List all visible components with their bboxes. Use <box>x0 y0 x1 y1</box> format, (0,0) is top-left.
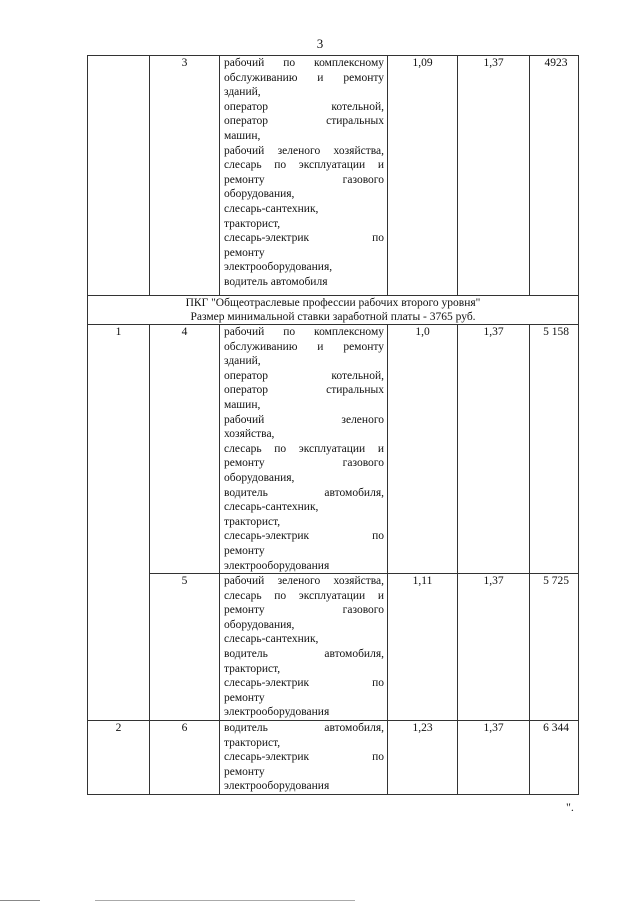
salary-cell: 5 725 <box>530 574 579 721</box>
coefficient-cell: 1,37 <box>458 574 530 721</box>
group-header-cell <box>88 296 579 325</box>
occupation-line: водитель автомобиля <box>224 275 328 288</box>
coefficient-cell: 1,0 <box>388 325 458 574</box>
occupation-line: оператор стиральных <box>224 384 384 397</box>
occupation-line: машин, <box>224 129 261 142</box>
occupation-line: слесарь-электрик по <box>224 751 384 764</box>
occupation-line: тракторист, <box>224 662 281 675</box>
occupations-cell <box>220 325 388 574</box>
occupation-line: обслуживанию и ремонту <box>224 71 384 84</box>
salary-cell: 6 344 <box>530 721 579 795</box>
occupation-line: электрооборудования, <box>224 261 333 274</box>
occupation-line: рабочий по комплексному <box>224 57 384 69</box>
occupation-line: слесарь по эксплуатации и <box>224 589 384 602</box>
occupation-line: машин, <box>224 398 261 411</box>
group-title: ПКГ "Общеотраслевые профессии рабочих второго уровня" <box>185 297 481 309</box>
occupation-line: слесарь-электрик по <box>224 530 384 543</box>
occupation-line: тракторист, <box>224 217 281 230</box>
table-row <box>88 56 579 296</box>
occupation-line: ремонту газового <box>224 173 384 186</box>
coefficient-cell: 1,37 <box>458 325 530 574</box>
closing-quote-mark: ". <box>566 800 574 814</box>
occupation-line: слесарь по эксплуатации и <box>224 442 384 455</box>
coefficient-cell: 1,09 <box>388 56 458 296</box>
table-row <box>88 721 579 795</box>
occupation-line: слесарь-электрик по <box>224 677 384 690</box>
qualification-level-cell: 2 <box>88 721 150 795</box>
occupation-line: водитель автомобиля, <box>224 486 384 499</box>
occupation-line: водитель автомобиля, <box>224 722 384 735</box>
occupation-line: водитель автомобиля, <box>224 648 384 661</box>
occupation-line: рабочий зеленого хозяйства, <box>224 144 384 157</box>
qualification-grade-cell: 3 <box>150 56 220 296</box>
occupation-line: зданий, <box>224 86 261 99</box>
occupation-line: рабочий зеленого хозяйства, <box>224 575 384 588</box>
occupation-line: ремонту <box>224 246 265 259</box>
coefficient-cell: 1,23 <box>388 721 458 795</box>
occupation-line: электрооборудования <box>224 706 330 719</box>
occupation-line: ремонту газового <box>224 457 384 470</box>
occupation-line: оператор стиральных <box>224 115 384 128</box>
occupation-line: ремонту <box>224 691 265 704</box>
coefficient-cell: 1,37 <box>458 721 530 795</box>
occupation-line: оборудования, <box>224 618 295 631</box>
page-number: 3 <box>316 36 324 51</box>
occupation-line: слесарь-сантехник, <box>224 202 319 215</box>
occupation-line: электрооборудования <box>224 780 330 793</box>
occupation-line: оператор котельной, <box>224 100 384 113</box>
qualification-grade-cell: 4 <box>150 325 220 574</box>
qualification-level-cell: 1 <box>88 325 150 721</box>
occupations-cell <box>220 56 388 296</box>
occupation-line: слесарь-сантехник, <box>224 633 319 646</box>
qualification-level-cell <box>88 56 150 296</box>
occupation-line: оборудования, <box>224 188 295 201</box>
occupation-line: слесарь-электрик по <box>224 232 384 245</box>
coefficient-cell: 1,11 <box>388 574 458 721</box>
salary-table <box>87 55 579 795</box>
occupation-line: тракторист, <box>224 515 281 528</box>
scan-artifact <box>95 900 355 901</box>
qualification-grade-cell: 6 <box>150 721 220 795</box>
occupation-line: ремонту <box>224 765 265 778</box>
occupation-line: слесарь по эксплуатации и <box>224 159 384 172</box>
occupation-line: обслуживанию и ремонту <box>224 340 384 353</box>
occupation-line: ремонту <box>224 544 265 557</box>
group-subtitle: Размер минимальной ставки заработной платы - 3765 руб. <box>190 311 476 323</box>
occupation-line: рабочий зеленого <box>224 413 384 426</box>
scan-artifact <box>0 900 40 901</box>
qualification-grade-cell: 5 <box>150 574 220 721</box>
table-row <box>88 325 579 574</box>
occupation-line: зданий, <box>224 355 261 368</box>
occupation-line: тракторист, <box>224 736 281 749</box>
occupations-cell <box>220 721 388 795</box>
occupation-line: оборудования, <box>224 471 295 484</box>
group-header-row <box>88 296 579 325</box>
salary-cell: 4923 <box>530 56 579 296</box>
occupation-line: хозяйства, <box>224 428 275 441</box>
salary-cell: 5 158 <box>530 325 579 574</box>
occupation-line: слесарь-сантехник, <box>224 501 319 514</box>
occupations-cell <box>220 574 388 721</box>
table-row <box>88 574 579 721</box>
occupation-line: рабочий по комплексному <box>224 326 384 338</box>
coefficient-cell: 1,37 <box>458 56 530 296</box>
occupation-line: оператор котельной, <box>224 369 384 382</box>
occupation-line: ремонту газового <box>224 604 384 617</box>
occupation-line: электрооборудования <box>224 559 330 572</box>
